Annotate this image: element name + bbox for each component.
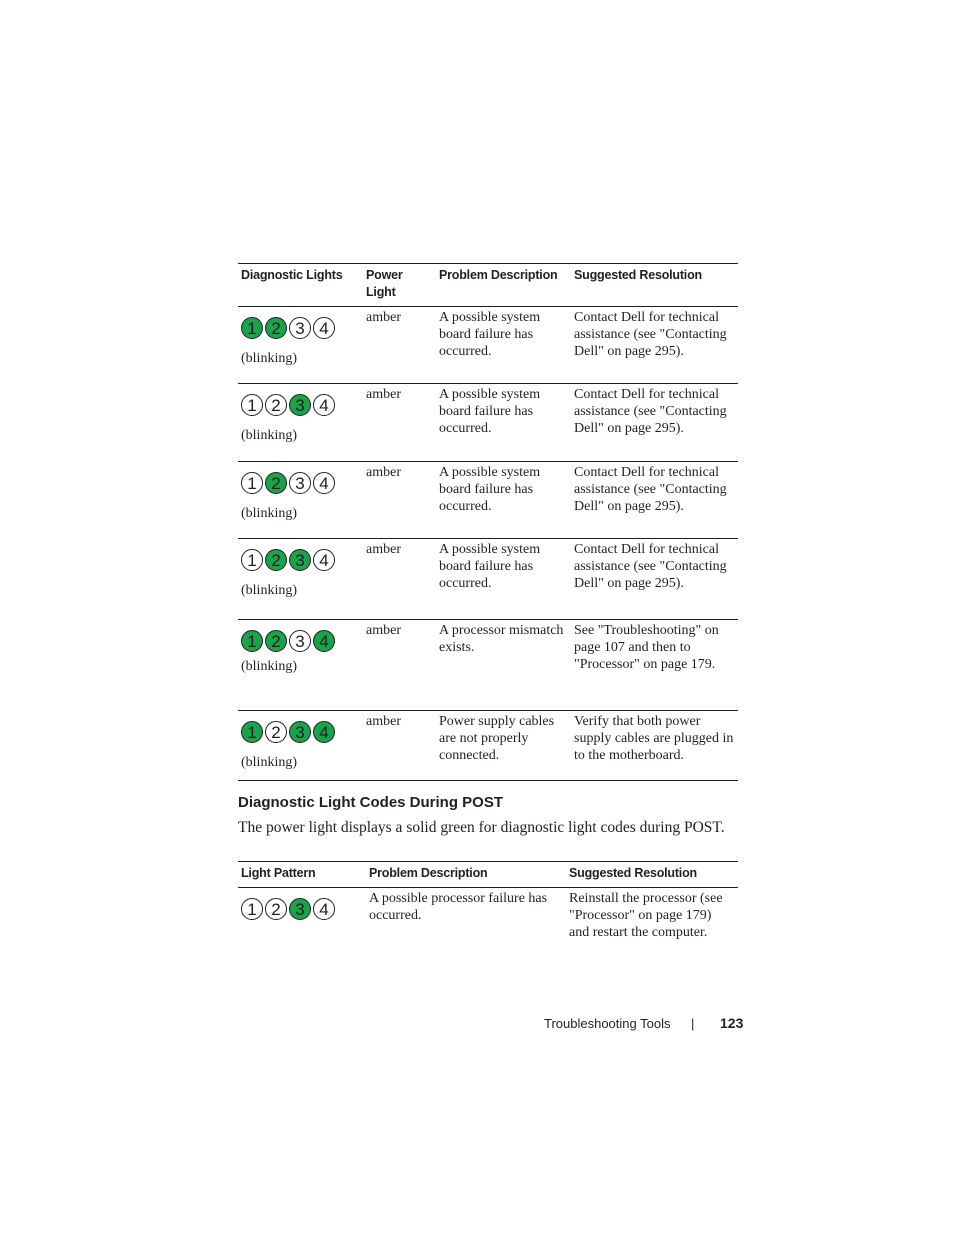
header-suggested-resolution: Suggested Resolution — [574, 268, 702, 282]
problem-cell: A possible system board failure has occurred. — [439, 542, 541, 591]
power-light-cell: amber — [366, 465, 401, 480]
blinking-note: (blinking) — [241, 428, 297, 443]
light-pattern — [241, 898, 363, 920]
blinking-note: (blinking) — [241, 506, 297, 521]
diagnostic-light-3-on-icon: 3 — [289, 549, 311, 571]
light-pattern — [241, 721, 360, 743]
section-heading: Diagnostic Light Codes During POST — [238, 794, 504, 811]
table-row — [238, 620, 738, 711]
diagnostic-light-1-off-icon: 1 — [241, 394, 263, 416]
power-light-cell: amber — [366, 714, 401, 729]
header-problem-description: Problem Description — [369, 866, 488, 880]
diagnostic-light-2-off-icon: 2 — [265, 721, 287, 743]
header-power-light: Power Light — [366, 268, 403, 299]
diagnostic-light-4-on-icon: 4 — [313, 721, 335, 743]
lights-cell — [238, 462, 363, 539]
diagnostic-light-2-off-icon: 2 — [265, 394, 287, 416]
diagnostic-light-1-on-icon: 1 — [241, 630, 263, 652]
light-pattern — [241, 472, 360, 494]
table-row — [238, 539, 738, 620]
lights-cell — [238, 539, 363, 620]
resolution-cell: Verify that both power supply cables are plugged in to the motherboard. — [574, 714, 734, 763]
lights-cell — [238, 888, 366, 946]
diagnostic-light-1-on-icon: 1 — [241, 721, 263, 743]
table-row — [238, 307, 738, 384]
lights-cell — [238, 620, 363, 711]
power-light-cell: amber — [366, 387, 401, 402]
diagnostic-lights-table — [238, 263, 738, 781]
diagnostic-light-3-off-icon: 3 — [289, 630, 311, 652]
resolution-cell: Contact Dell for technical assistance (see "Contacting Dell" on page 295). — [574, 310, 727, 359]
problem-cell: A processor mismatch exists. — [439, 623, 564, 655]
blinking-note: (blinking) — [241, 583, 297, 598]
lights-cell — [238, 384, 363, 462]
diagnostic-light-2-on-icon: 2 — [265, 630, 287, 652]
diagnostic-light-4-off-icon: 4 — [313, 394, 335, 416]
lights-cell — [238, 307, 363, 384]
resolution-cell: Contact Dell for technical assistance (see "Contacting Dell" on page 295). — [574, 542, 727, 591]
blinking-note: (blinking) — [241, 755, 297, 770]
diagnostic-light-4-off-icon: 4 — [313, 317, 335, 339]
page-number: 123 — [720, 1015, 744, 1031]
resolution-cell: Contact Dell for technical assistance (see "Contacting Dell" on page 295). — [574, 465, 727, 514]
resolution-cell: Reinstall the processor (see "Processor" on page 179) and restart the computer. — [569, 891, 723, 940]
footer-chapter-title: Troubleshooting Tools — [544, 1016, 671, 1031]
table-row — [238, 711, 738, 781]
resolution-cell: Contact Dell for technical assistance (see "Contacting Dell" on page 295). — [574, 387, 727, 436]
lights-cell — [238, 711, 363, 781]
table-header-row — [238, 264, 738, 307]
header-diagnostic-lights: Diagnostic Lights — [241, 268, 343, 282]
footer-separator: | — [691, 1016, 695, 1031]
diagnostic-light-4-off-icon: 4 — [313, 898, 335, 920]
diagnostic-light-4-off-icon: 4 — [313, 549, 335, 571]
resolution-cell: See "Troubleshooting" on page 107 and then to "Processor" on page 179. — [574, 623, 719, 672]
diagnostic-light-1-off-icon: 1 — [241, 472, 263, 494]
problem-cell: A possible system board failure has occurred. — [439, 310, 541, 359]
header-problem-description: Problem Description — [439, 268, 558, 282]
diagnostic-light-3-off-icon: 3 — [289, 317, 311, 339]
diagnostic-light-3-on-icon: 3 — [289, 394, 311, 416]
diagnostic-light-1-off-icon: 1 — [241, 898, 263, 920]
diagnostic-light-2-on-icon: 2 — [265, 472, 287, 494]
diagnostic-light-2-on-icon: 2 — [265, 317, 287, 339]
blinking-note: (blinking) — [241, 351, 297, 366]
problem-cell: Power supply cables are not properly connected. — [439, 714, 555, 763]
problem-cell: A possible system board failure has occurred. — [439, 465, 541, 514]
diagnostic-light-3-on-icon: 3 — [289, 898, 311, 920]
power-light-cell: amber — [366, 310, 401, 325]
light-pattern — [241, 317, 360, 339]
table-row — [238, 462, 738, 539]
blinking-note: (blinking) — [241, 659, 297, 674]
light-pattern — [241, 549, 360, 571]
intro-paragraph: The power light displays a solid green for diagnostic light codes during POST. — [238, 819, 725, 836]
problem-cell: A possible system board failure has occurred. — [439, 387, 541, 436]
power-light-cell: amber — [366, 542, 401, 557]
diagnostic-light-3-on-icon: 3 — [289, 721, 311, 743]
power-light-cell: amber — [366, 623, 401, 638]
diagnostic-light-4-off-icon: 4 — [313, 472, 335, 494]
diagnostic-light-1-on-icon: 1 — [241, 317, 263, 339]
diagnostic-light-1-off-icon: 1 — [241, 549, 263, 571]
header-light-pattern: Light Pattern — [241, 866, 316, 880]
light-pattern — [241, 394, 360, 416]
light-pattern — [241, 630, 360, 652]
header-suggested-resolution: Suggested Resolution — [569, 866, 697, 880]
table-row — [238, 384, 738, 462]
diagnostic-light-4-on-icon: 4 — [313, 630, 335, 652]
table-row — [238, 888, 738, 946]
diagnostic-light-2-off-icon: 2 — [265, 898, 287, 920]
diagnostic-light-3-off-icon: 3 — [289, 472, 311, 494]
problem-cell: A possible processor failure has occurred. — [369, 891, 548, 923]
diagnostic-light-2-on-icon: 2 — [265, 549, 287, 571]
post-light-codes-table — [238, 861, 738, 945]
table-header-row — [238, 862, 738, 888]
